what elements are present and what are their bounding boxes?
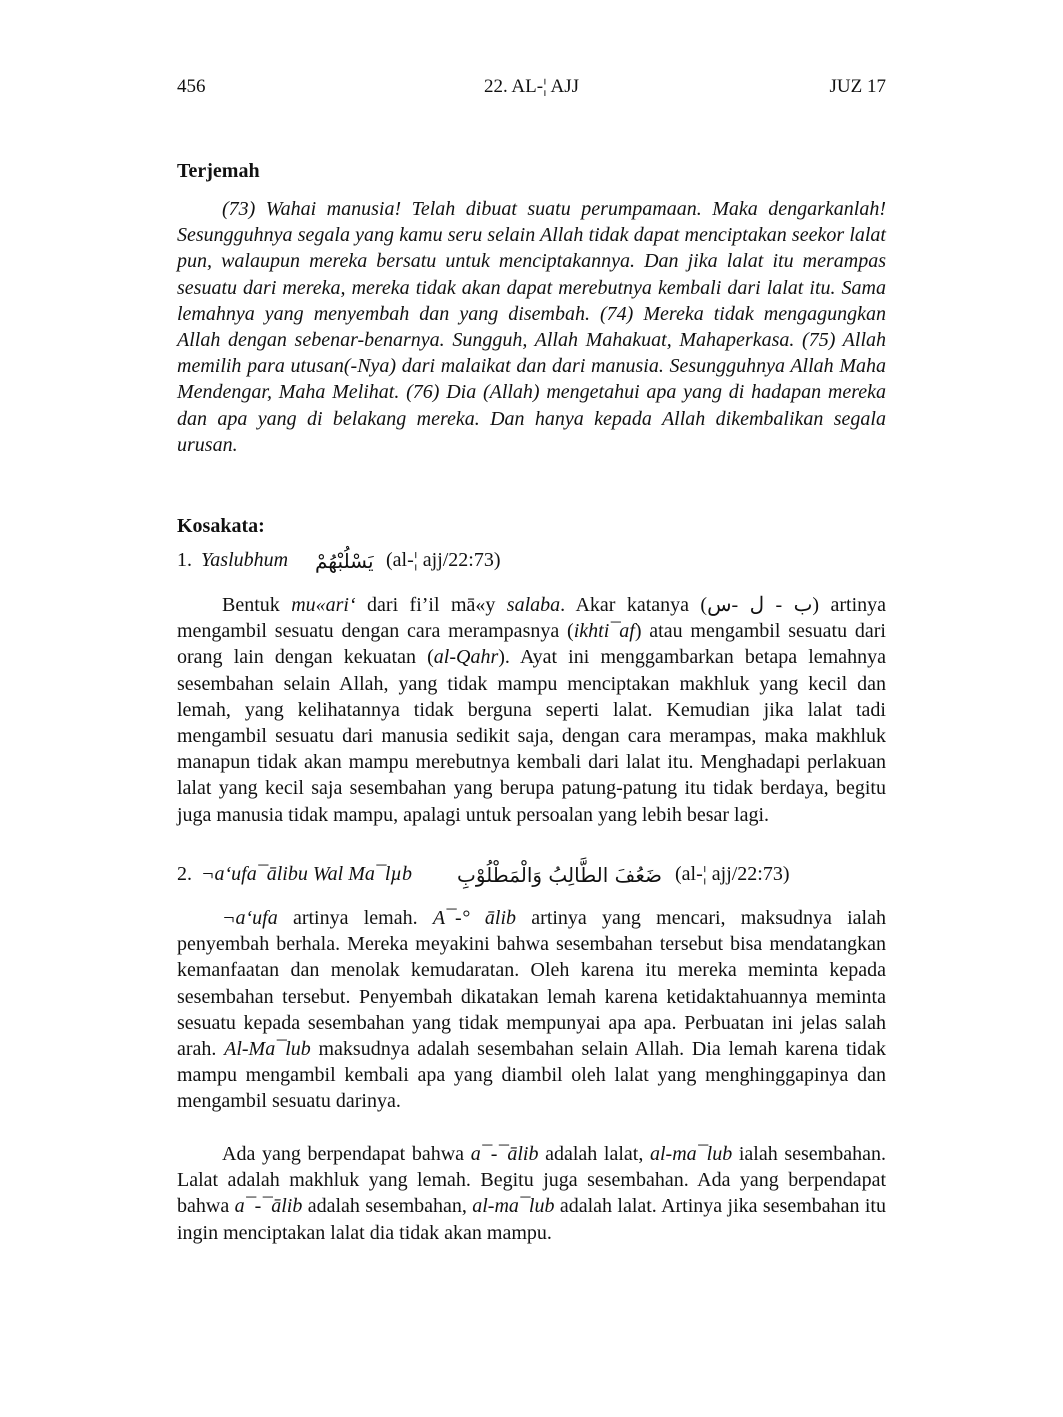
kosakata-item-2-paragraph-1: ¬a‘ufa artinya lemah. A¯-° ālib artinya yang mencari, maksudnya ialah penyembah berhala. Mereka meyakini bahwa sesembahan tersebut bisa mendatangkan kemanfaatan dan menolak kemudaratan. Oleh karena itu mereka meminta kepada sesembahan tersebut. Penyembah dikatakan lemah karena ketidaktahuannya meminta sesuatu kepada sesembahan yang tidak mempunyai apa apa. Perbuatan ini jelas salah arah. Al-Ma¯lub maksudnya adalah sesembahan selain Allah. Dia lemah karena tidak mampu mengambil kembali apa yang diambil oleh lalat yang menghinggapinya dan mengambil sesuatu darinya. <box>177 907 886 1113</box>
item-reference: (al-¦ ajj/22:73) <box>675 863 790 885</box>
page-header <box>177 76 886 100</box>
terjemah-heading: Terjemah <box>177 160 260 182</box>
kosakata-heading: Kosakata: <box>177 515 265 537</box>
item-number: 2. <box>177 863 192 885</box>
kosakata-item-1-paragraph: Bentuk mu«ari‘ dari fi’il mā«y salaba. Akar katanya (ب - ل -س) artinya mengambil sesuatu dengan cara merampasnya (ikhti¯af) atau mengambil sesuatu dari orang lain dengan kekuatan (al-Qahr). Ayat ini menggambarkan betapa lemahnya sesembahan selain Allah, yang tidak mampu menciptakan makhluk yang kecil dan lemah, yang kelihatannya tidak berguna seperti lalat. Kemudian jika lalat tadi mengambil sesuatu dari manusia sedikit saja, dengan cara merampas, maka makhluk manapun tidak akan mampu merebutnya kembali dari lalat itu. Menghadapi perlakuan lalat yang kecil saja sesembahan yang berupa patung-patung itu tidak berdaya, begitu juga manusia tidak mampu, apalagi untuk persoalan yang lebih besar lagi. <box>177 594 886 826</box>
item-number: 1. <box>177 549 192 571</box>
item-arabic: يَسْلُبْهُمْ <box>315 549 374 573</box>
kosakata-item-1-heading <box>177 549 886 577</box>
item-term: Yaslubhum <box>201 549 289 571</box>
juz-label: JUZ 17 <box>829 76 886 97</box>
surah-title: 22. AL-¦ AJJ <box>483 76 580 97</box>
item-reference: (al-¦ ajj/22:73) <box>386 549 501 571</box>
item-term: ¬a‘ufa¯ālibu Wal Ma¯lµb <box>201 863 412 885</box>
kosakata-item-2-heading <box>177 863 886 891</box>
terjemah-paragraph: (73) Wahai manusia! Telah dibuat suatu perumpamaan. Maka dengarkanlah! Sesungguhnya segala yang kamu seru selain Allah tidak dapat menciptakan seekor lalat pun, walaupun mereka bersatu untuk menciptakannya. Dan jika lalat itu merampas sesuatu dari mereka, mereka tidak akan dapat merebutnya kembali dari lalat itu. Sama lemahnya yang menyembah dan yang disembah. (74) Mereka tidak mengagungkan Allah dengan sebenar-benarnya. Sungguh, Allah Mahakuat, Mahaperkasa. (75) Allah memilih para utusan(-Nya) dari malaikat dan dari manusia. Sesungguhnya Allah Maha Mendengar, Maha Melihat. (76) Dia (Allah) mengetahui apa yang di hadapan mereka dan apa yang di belakang mereka. Dan hanya kepada Allah dikembalikan segala urusan. <box>177 198 886 456</box>
item-arabic: ضَعُفَ الطَّالِبُ وَالْمَطْلُوْبِ <box>457 863 662 887</box>
kosakata-item-2-paragraph-2: Ada yang berpendapat bahwa a¯-¯ālib adalah lalat, al-ma¯lub ialah sesembahan. Lalat adalah makhluk yang lemah. Begitu juga sesembahan. Ada yang berpendapat bahwa a¯-¯ālib adalah sesembahan, al-ma¯lub adalah lalat. Artinya jika sesembahan itu ingin menciptakan lalat dia tidak akan mampu. <box>177 1143 886 1244</box>
page-number: 456 <box>177 76 206 97</box>
